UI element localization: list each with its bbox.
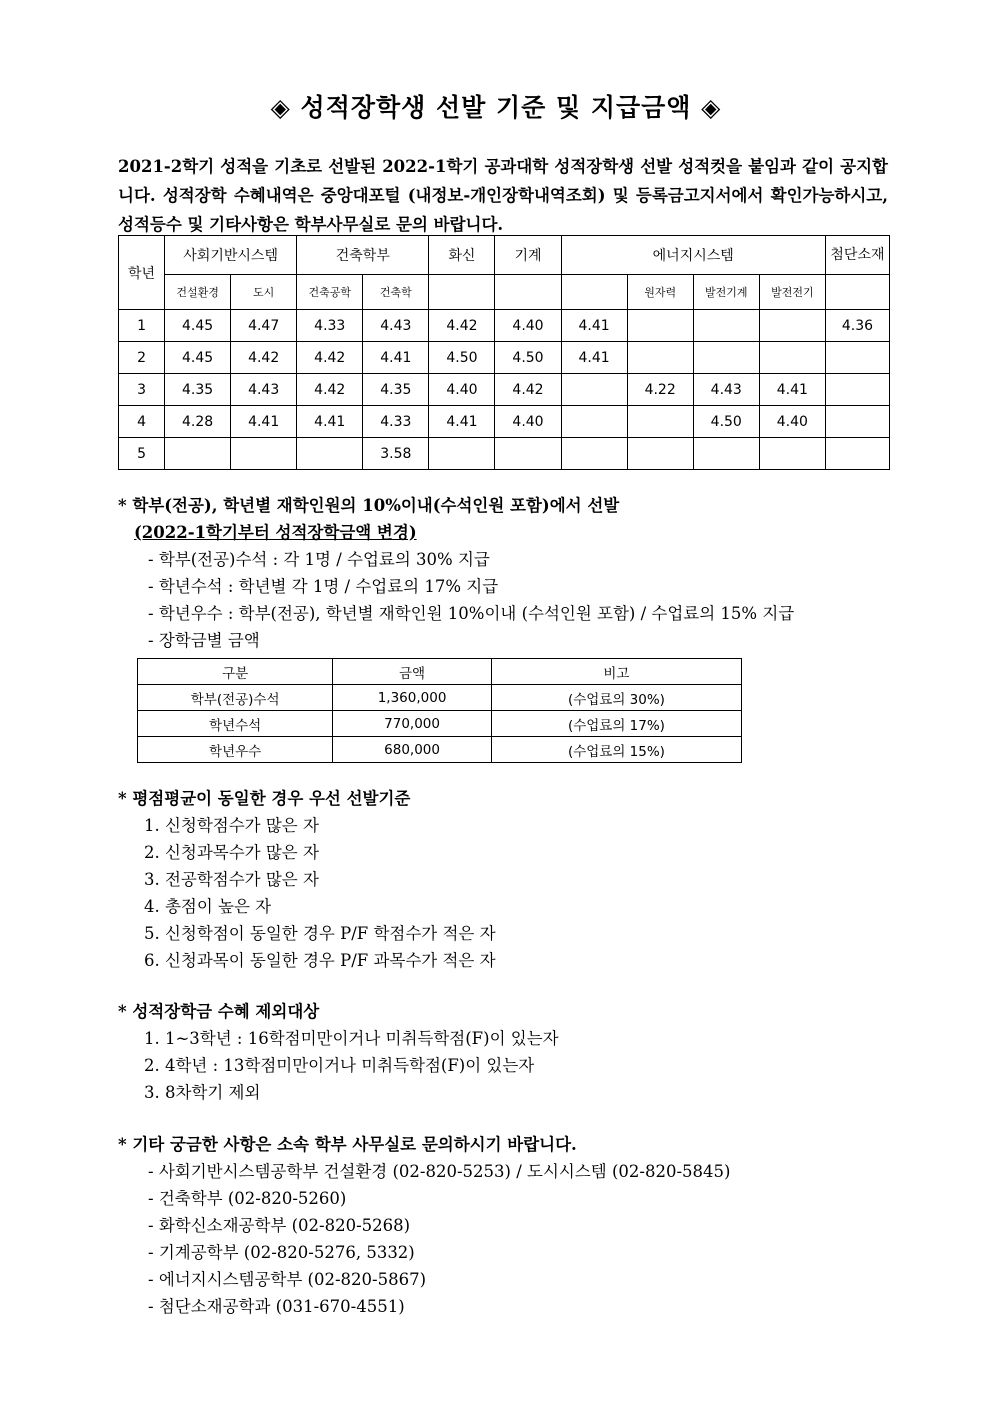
list-item: - 사회기반시스템공학부 건설환경 (02-820-5253) / 도시시스템 (02-820-5845) xyxy=(148,1162,731,1181)
score-cell xyxy=(429,438,495,470)
table-row xyxy=(119,310,890,342)
score-cell xyxy=(693,342,759,374)
subheader-cell: 건축공학 xyxy=(297,275,363,310)
score-cell xyxy=(627,342,693,374)
score-cell: 4.50 xyxy=(693,406,759,438)
score-cell xyxy=(693,438,759,470)
list-item: - 에너지시스템공학부 (02-820-5867) xyxy=(148,1270,427,1289)
list-item: 1. 1~3학년 : 16학점미만이거나 미취득학점(F)이 있는자 xyxy=(144,1029,559,1048)
score-cell: 4.45 xyxy=(165,310,231,342)
list-item: - 학년우수 : 학부(전공), 학년별 재학인원 10%이내 (수석인원 포함) / 수업료의 15% 지급 xyxy=(148,604,795,623)
list-item: - 학부(전공)수석 : 각 1명 / 수업료의 30% 지급 xyxy=(148,550,490,569)
intro-paragraph: 2021-2학기 성적을 기초로 선발된 2022-1학기 공과대학 성적장학생 선발 성적컷을 붙임과 같이 공지합니다. 성적장학 수혜내역은 중앙대포털 (내정보-개인장학내역조회) 및 등록금고지서에서 확인가능하시고, 성적등수 및 기타사항은 학부사무실로 문의 바랍니다. xyxy=(118,157,888,234)
score-cell: 4.43 xyxy=(231,374,297,406)
table-header-row xyxy=(138,659,742,685)
score-cell xyxy=(627,310,693,342)
score-cell: 4.40 xyxy=(495,406,561,438)
table-cell: 학부(전공)수석 xyxy=(138,685,333,711)
list-item: 4. 총점이 높은 자 xyxy=(144,897,272,916)
table-subheader-row xyxy=(119,275,890,310)
table-header-row xyxy=(119,236,890,275)
score-cell: 4.42 xyxy=(495,374,561,406)
score-cell: 4.50 xyxy=(429,342,495,374)
score-cell: 4.43 xyxy=(693,374,759,406)
score-cell xyxy=(231,438,297,470)
table-cell: (수업료의 15%) xyxy=(491,737,741,763)
list-item: 2. 신청과목수가 많은 자 xyxy=(144,843,319,862)
table-cell: 1,360,000 xyxy=(333,685,492,711)
score-cell: 4.41 xyxy=(363,342,429,374)
table-row xyxy=(119,374,890,406)
list-item: 1. 신청학점수가 많은 자 xyxy=(144,816,319,835)
score-cell xyxy=(561,406,627,438)
score-cell xyxy=(759,438,825,470)
score-cell xyxy=(825,406,889,438)
score-cell: 4.41 xyxy=(297,406,363,438)
change-note: (2022-1학기부터 성적장학금액 변경) xyxy=(134,523,417,542)
score-cell: 4.41 xyxy=(561,310,627,342)
score-cell: 4.41 xyxy=(759,374,825,406)
year-cell: 5 xyxy=(119,438,165,470)
score-cut-table xyxy=(118,235,890,470)
score-cell: 4.47 xyxy=(231,310,297,342)
list-item: 3. 전공학점수가 많은 자 xyxy=(144,870,319,889)
list-item: 6. 신청과목이 동일한 경우 P/F 과목수가 적은 자 xyxy=(144,951,496,970)
year-cell: 2 xyxy=(119,342,165,374)
score-cell: 4.40 xyxy=(429,374,495,406)
score-cell: 4.41 xyxy=(561,342,627,374)
group-header: 건축학부 xyxy=(297,236,429,275)
score-cell: 4.42 xyxy=(297,374,363,406)
score-cell xyxy=(297,438,363,470)
list-item: 2. 4학년 : 13학점미만이거나 미취득학점(F)이 있는자 xyxy=(144,1056,535,1075)
column-header: 금액 xyxy=(333,659,492,685)
score-cell xyxy=(759,310,825,342)
score-cell: 4.40 xyxy=(495,310,561,342)
score-cell: 4.42 xyxy=(231,342,297,374)
table-row xyxy=(119,406,890,438)
list-item: - 장학금별 금액 xyxy=(148,631,260,650)
subheader-cell: 도시 xyxy=(231,275,297,310)
section-heading: * 성적장학금 수혜 제외대상 xyxy=(118,1002,320,1021)
score-cell xyxy=(495,438,561,470)
score-cell xyxy=(627,406,693,438)
year-cell: 1 xyxy=(119,310,165,342)
subheader-cell: 발전전기 xyxy=(759,275,825,310)
group-header: 화신 xyxy=(429,236,495,275)
score-cell: 4.42 xyxy=(297,342,363,374)
score-cell: 4.33 xyxy=(297,310,363,342)
score-cell: 4.28 xyxy=(165,406,231,438)
subheader-cell: 발전기계 xyxy=(693,275,759,310)
amount-table xyxy=(137,658,742,763)
table-cell: 680,000 xyxy=(333,737,492,763)
exclusion-section xyxy=(118,998,559,1106)
table-row xyxy=(138,737,742,763)
subheader-cell: 건설환경 xyxy=(165,275,231,310)
subheader-cell xyxy=(825,275,889,310)
score-cell: 4.40 xyxy=(759,406,825,438)
group-header: 에너지시스템 xyxy=(561,236,825,275)
subheader-cell: 원자력 xyxy=(627,275,693,310)
score-cell xyxy=(693,310,759,342)
list-item: - 건축학부 (02-820-5260) xyxy=(148,1189,347,1208)
score-cell xyxy=(561,438,627,470)
table-cell: 770,000 xyxy=(333,711,492,737)
subheader-cell: 건축학 xyxy=(363,275,429,310)
list-item: 3. 8차학기 제외 xyxy=(144,1083,261,1102)
year-header: 학년 xyxy=(119,236,165,310)
group-header: 첨단소재 xyxy=(825,236,889,275)
score-cell: 4.43 xyxy=(363,310,429,342)
score-cell: 4.22 xyxy=(627,374,693,406)
score-cell xyxy=(825,374,889,406)
score-cell: 4.41 xyxy=(231,406,297,438)
score-cell: 4.35 xyxy=(363,374,429,406)
subheader-cell xyxy=(561,275,627,310)
score-cell xyxy=(627,438,693,470)
list-item: 5. 신청학점이 동일한 경우 P/F 학점수가 적은 자 xyxy=(144,924,496,943)
score-cell: 4.50 xyxy=(495,342,561,374)
table-cell: 학년수석 xyxy=(138,711,333,737)
list-item: - 학년수석 : 학년별 각 1명 / 수업료의 17% 지급 xyxy=(148,577,499,596)
section-heading: * 평점평균이 동일한 경우 우선 선발기준 xyxy=(118,789,411,808)
year-cell: 4 xyxy=(119,406,165,438)
score-cell: 4.36 xyxy=(825,310,889,342)
score-cell: 3.58 xyxy=(363,438,429,470)
subheader-cell xyxy=(429,275,495,310)
list-item: - 첨단소재공학과 (031-670-4551) xyxy=(148,1297,405,1316)
section-heading: * 학부(전공), 학년별 재학인원의 10%이내(수석인원 포함)에서 선발 xyxy=(118,496,620,515)
score-cell: 4.33 xyxy=(363,406,429,438)
score-cell: 4.35 xyxy=(165,374,231,406)
table-cell: 학년우수 xyxy=(138,737,333,763)
table-row xyxy=(138,711,742,737)
score-cell: 4.41 xyxy=(429,406,495,438)
table-row xyxy=(119,438,890,470)
contact-section xyxy=(118,1131,730,1320)
list-item: - 기계공학부 (02-820-5276, 5332) xyxy=(148,1243,415,1262)
group-header: 사회기반시스템 xyxy=(165,236,297,275)
selection-section xyxy=(118,492,794,654)
subheader-cell xyxy=(495,275,561,310)
section-heading: * 기타 궁금한 사항은 소속 학부 사무실로 문의하시기 바랍니다. xyxy=(118,1135,577,1154)
list-item: - 화학신소재공학부 (02-820-5268) xyxy=(148,1216,411,1235)
score-cell xyxy=(759,342,825,374)
score-cell: 4.45 xyxy=(165,342,231,374)
group-header: 기계 xyxy=(495,236,561,275)
score-cell xyxy=(165,438,231,470)
score-cell xyxy=(561,374,627,406)
table-cell: (수업료의 17%) xyxy=(491,711,741,737)
year-cell: 3 xyxy=(119,374,165,406)
column-header: 구분 xyxy=(138,659,333,685)
table-row xyxy=(119,342,890,374)
score-cell: 4.42 xyxy=(429,310,495,342)
score-cell xyxy=(825,342,889,374)
column-header: 비고 xyxy=(491,659,741,685)
table-row xyxy=(138,685,742,711)
priority-section xyxy=(118,785,496,974)
table-cell: (수업료의 30%) xyxy=(491,685,741,711)
score-cell xyxy=(825,438,889,470)
page-title: ◈ 성적장학생 선발 기준 및 지급금액 ◈ xyxy=(270,93,722,122)
